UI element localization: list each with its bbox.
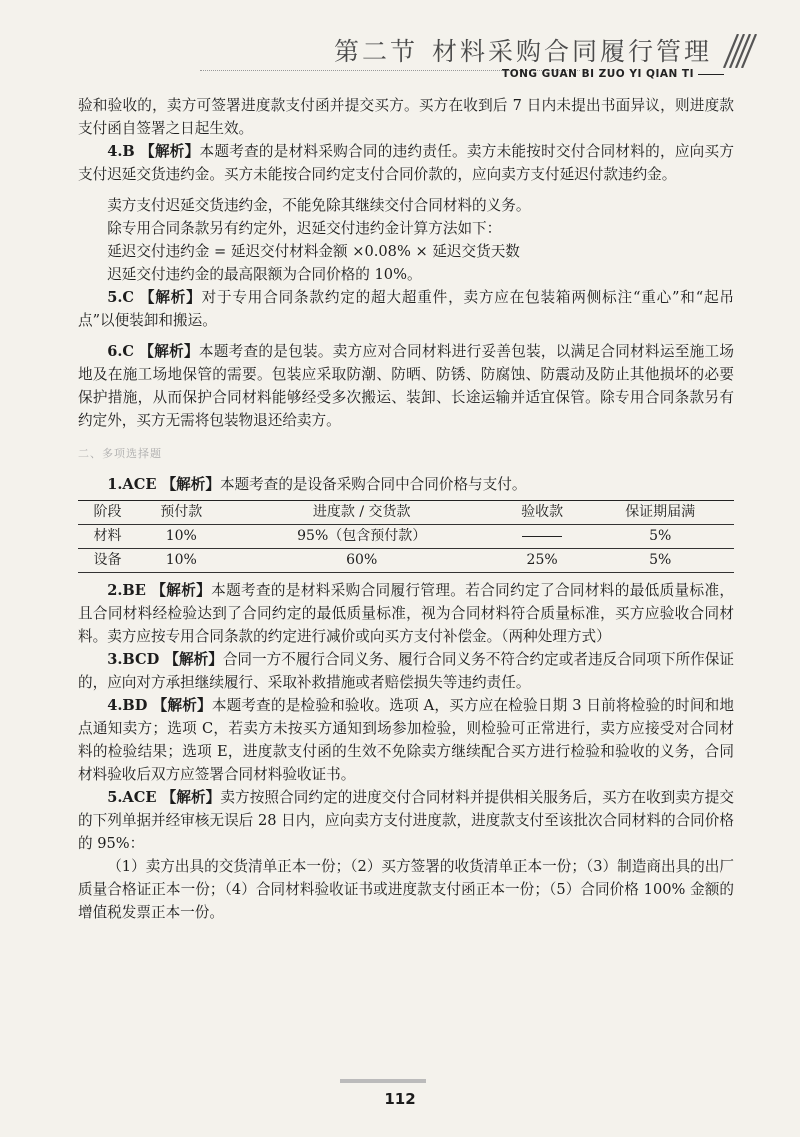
- header-title: [334, 32, 712, 68]
- table-cell: 材料: [78, 525, 137, 549]
- question-1: [78, 473, 734, 496]
- page-header: [200, 28, 760, 88]
- answer-tag: 2.BE 【解析】: [107, 582, 212, 599]
- table-header-cell: 阶段: [78, 501, 137, 525]
- question-5: [78, 786, 734, 855]
- header-subtitle: TONG GUAN BI ZUO YI QIAN TI: [502, 68, 724, 80]
- table-cell: 25%: [498, 549, 587, 573]
- table-header-cell: 进度款 / 交货款: [226, 501, 498, 525]
- table-header-cell: 验收款: [498, 501, 587, 525]
- table-row: [78, 525, 734, 549]
- table-cell: 设备: [78, 549, 137, 573]
- table-cell: 10%: [137, 549, 226, 573]
- answer-tag: 1.ACE 【解析】: [107, 476, 220, 493]
- table-header-cell: 保证期届满: [586, 501, 734, 525]
- section-heading: 二、多项选择题: [78, 447, 162, 460]
- paragraph-8: [78, 340, 734, 432]
- answer-text: 本题考查的是设备采购合同中合同价格与支付。: [219, 476, 527, 493]
- paragraph-2: [78, 140, 734, 186]
- question-4: [78, 694, 734, 786]
- answer-tag: 6.C 【解析】: [107, 343, 199, 360]
- answer-text: 合同一方不履行合同义务、履行合同义务不符合约定或者违反合同项下所作保证的，应向对方承担继续履行、采取补救措施或者赔偿损失等违约责任。: [78, 651, 734, 691]
- header-section-title: 材料采购合同履行管理: [431, 37, 712, 66]
- answer-text: 卖方按照合同约定的进度交付合同材料并提供相关服务后，买方在收到卖方提交的下列单据并经审核无误后 28 日内，应向卖方支付进度款，进度款支付至该批次合同材料的合同价格的 95%：: [78, 789, 734, 852]
- table-row: [78, 549, 734, 573]
- header-chapter: 第二节: [333, 37, 418, 66]
- paragraph-1: 验和验收的，卖方可签署进度款支付函并提交买方。买方在收到后 7 日内未提出书面异议，则进度款支付函自签署之日起生效。: [78, 97, 734, 137]
- paragraph-4: 除专用合同条款另有约定外，迟延交付违约金计算方法如下：: [107, 220, 502, 237]
- footer-ornament: [340, 1076, 426, 1086]
- dash-mark: [522, 536, 562, 537]
- answer-tag: 5.C 【解析】: [107, 289, 202, 306]
- table-cell: 5%: [586, 525, 734, 549]
- table-header-cell: 预付款: [137, 501, 226, 525]
- table-cell: 5%: [586, 549, 734, 573]
- answer-text: 本题考查的是包装。卖方应对合同材料进行妥善包装，以满足合同材料运至施工场地及在施工场地保管的需要。包装应采取防潮、防晒、防锈、防腐蚀、防震动及防止其他损坏的必要保护措施，从而保护合同材料能够经受多次搬运、装卸、长途运输并适宜保管。除专用合同条款另有约定外，买方无需将包装物退还给卖方。: [78, 343, 734, 429]
- paragraph-6: 迟延交付违约金的最高限额为合同价格的 10%。: [107, 266, 422, 283]
- table-cell: 10%: [137, 525, 226, 549]
- table-cell: 95%（包含预付款）: [226, 525, 498, 549]
- answer-text: 本题考查的是材料采购合同的违约责任。卖方未能按时交付合同材料的，应向买方支付迟延交货违约金。买方未能按合同约定支付合同价款的，应向卖方支付延迟付款违约金。: [78, 143, 734, 183]
- question-3: [78, 648, 734, 694]
- answer-text: 本题考查的是材料采购合同履行管理。若合同约定了合同材料的最低质量标准，且合同材料经检验达到了合同约定的最低质量标准，视为合同材料符合质量标准，买方应验收合同材料。卖方应按专用合同条款的约定进行减价或向买方支付补偿金。（两种处理方式）: [78, 582, 734, 645]
- question-2: [78, 579, 734, 648]
- paragraph-7: [78, 286, 734, 332]
- table-cell: 60%: [226, 549, 498, 573]
- question-5-documents: （1）卖方出具的交货清单正本一份；（2）买方签署的收货清单正本一份；（3）制造商出具的出厂质量合格证正本一份；（4）合同材料验收证书或进度款支付函正本一份；（5）合同价格 100% 金额的增值税发票正本一份。: [78, 858, 734, 921]
- answer-tag: 4.BD 【解析】: [107, 697, 212, 714]
- header-stripes-icon: [716, 34, 760, 68]
- paragraph-3: 卖方支付迟延交货违约金，不能免除其继续交付合同材料的义务。: [107, 197, 531, 214]
- answer-text: 对于专用合同条款约定的超大超重件，卖方应在包装箱两侧标注“重心”和“起吊点”以便装卸和搬运。: [78, 289, 734, 329]
- payment-table: [78, 500, 734, 573]
- answer-tag: 4.B 【解析】: [107, 143, 200, 160]
- table-cell-empty: [498, 525, 587, 549]
- answer-tag: 5.ACE 【解析】: [107, 789, 221, 806]
- page-content: [78, 94, 734, 924]
- answer-tag: 3.BCD 【解析】: [107, 651, 223, 668]
- page-number: 112: [384, 1090, 416, 1108]
- answer-text: 本题考查的是检验和验收。选项 A，买方应在检验日期 3 日前将检验的时间和地点通知卖方；选项 C，若卖方未按买方通知到场参加检验，则检验可正常进行，卖方应接受对合同材料的检验结果；选项 E，进度款支付函的生效不免除卖方继续配合买方进行检验和验收的义务，合同材料验收后双方应签署合同材料验收证书。: [78, 697, 734, 783]
- formula-line: 延迟交付违约金 = 延迟交付材料金额 ×0.08% × 延迟交货天数: [107, 243, 520, 260]
- table-header-row: [78, 501, 734, 525]
